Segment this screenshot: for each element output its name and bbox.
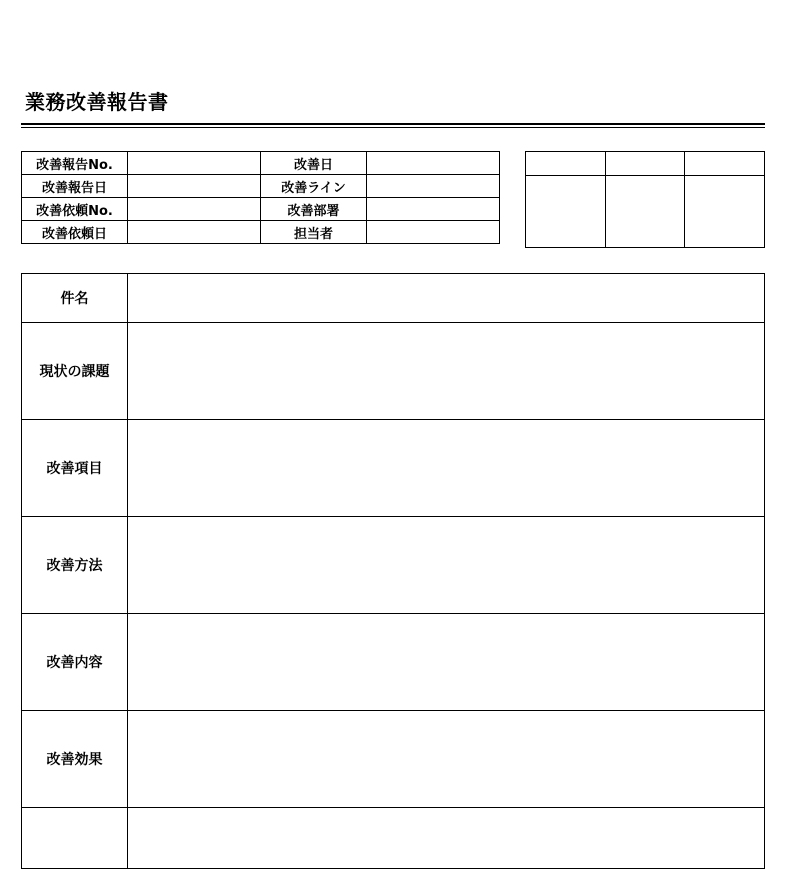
improvement-method-field[interactable] (128, 517, 765, 614)
info-value-report-date[interactable] (128, 175, 261, 198)
row-improvement-effect (22, 711, 765, 808)
info-label: 改善依頼No. (22, 198, 128, 221)
info-label: 改善依頼日 (22, 221, 128, 244)
row-label-improvement-items: 改善項目 (22, 420, 128, 517)
row-label-improvement-method: 改善方法 (22, 517, 128, 614)
document-title: 業務改善報告書 (25, 90, 169, 114)
info-value-request-date[interactable] (128, 221, 261, 244)
info-label: 担当者 (261, 221, 367, 244)
info-value-request-no[interactable] (128, 198, 261, 221)
info-label: 改善ライン (261, 175, 367, 198)
row-improvement-method (22, 517, 765, 614)
info-label: 改善報告No. (22, 152, 128, 175)
info-label: 改善日 (261, 152, 367, 175)
row-label-subject: 件名 (22, 274, 128, 323)
stamp-cell[interactable] (526, 176, 606, 248)
row-label-extra (22, 808, 128, 869)
improvement-effect-field[interactable] (128, 711, 765, 808)
title-rule-thin (21, 127, 765, 128)
stamp-body-row (526, 176, 765, 248)
info-value-improvement-date[interactable] (367, 152, 500, 175)
improvement-items-field[interactable] (128, 420, 765, 517)
info-label: 改善部署 (261, 198, 367, 221)
improvement-content-field[interactable] (128, 614, 765, 711)
row-extra (22, 808, 765, 869)
info-row-report-date (22, 175, 500, 198)
info-value-improvement-line[interactable] (367, 175, 500, 198)
stamp-header-cell[interactable] (605, 152, 685, 176)
row-label-improvement-content: 改善内容 (22, 614, 128, 711)
extra-field[interactable] (128, 808, 765, 869)
row-improvement-content (22, 614, 765, 711)
report-body-table (21, 273, 765, 869)
stamp-cell[interactable] (685, 176, 765, 248)
stamp-header-cell[interactable] (685, 152, 765, 176)
title-rule-thick (21, 123, 765, 125)
row-label-current-issue: 現状の課題 (22, 323, 128, 420)
subject-field[interactable] (128, 274, 765, 323)
info-value-department[interactable] (367, 198, 500, 221)
row-subject (22, 274, 765, 323)
info-label: 改善報告日 (22, 175, 128, 198)
row-current-issue (22, 323, 765, 420)
info-table (21, 151, 500, 244)
current-issue-field[interactable] (128, 323, 765, 420)
approval-stamp-table (525, 151, 765, 248)
info-row-report-no (22, 152, 500, 175)
info-row-request-no (22, 198, 500, 221)
row-label-improvement-effect: 改善効果 (22, 711, 128, 808)
info-value-report-no[interactable] (128, 152, 261, 175)
info-value-person-in-charge[interactable] (367, 221, 500, 244)
info-row-request-date (22, 221, 500, 244)
stamp-cell[interactable] (605, 176, 685, 248)
stamp-header-cell[interactable] (526, 152, 606, 176)
row-improvement-items (22, 420, 765, 517)
stamp-header-row (526, 152, 765, 176)
